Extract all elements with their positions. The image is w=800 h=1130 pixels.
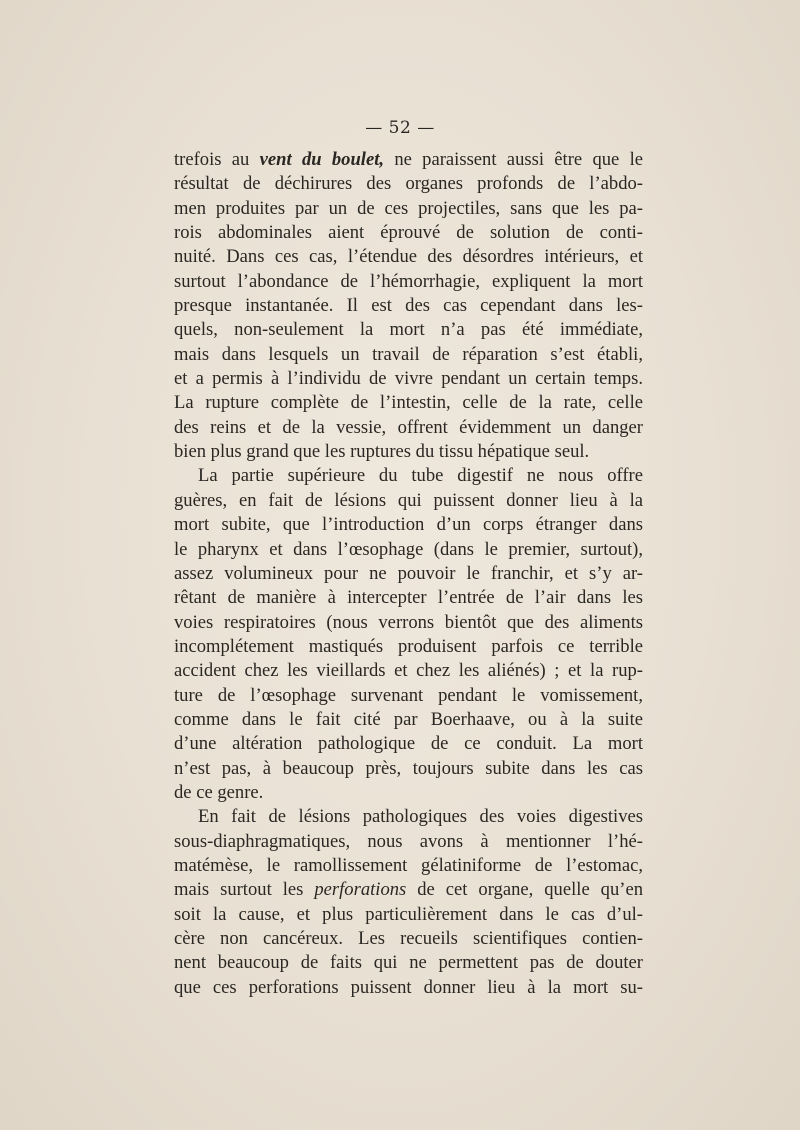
text-line-30: matémèse, le ramollissement gélatiniforme de l’estomac, xyxy=(174,854,643,876)
text-line-21: incomplétement mastiqués produisent parfois ce terrible xyxy=(174,635,643,657)
text-line-17: le pharynx et dans l’œsophage (dans le premier, surtout), xyxy=(174,538,643,560)
text-line-27: de ce genre. xyxy=(174,781,264,803)
text-segment: de cet organe, quelle qu’en xyxy=(406,879,643,901)
text-line-10: et a permis à l’individu de vivre pendant un certain temps. xyxy=(174,368,643,390)
text-line-28: En fait de lésions pathologiques des voies digestives xyxy=(198,806,643,828)
text-line-15: guères, en fait de lésions qui puissent donner lieu à la xyxy=(174,489,643,511)
text-line-5: nuité. Dans ces cas, l’étendue des désordres intérieurs, et xyxy=(174,246,643,268)
text-line-14: La partie supérieure du tube digestif ne nous offre xyxy=(198,465,643,487)
text-line-8: quels, non-seulement la mort n’a pas été immédiate, xyxy=(174,319,643,341)
text-segment: ne paraissent aussi être que le xyxy=(384,149,643,170)
text-line-31 xyxy=(174,878,643,902)
body-text xyxy=(174,148,643,1000)
text-line-20: voies respiratoires (nous verrons bientôt que des aliments xyxy=(174,611,643,633)
text-line-26: n’est pas, à beaucoup près, toujours subite dans les cas xyxy=(174,757,643,779)
text-line-1 xyxy=(174,148,643,172)
text-line-24: comme dans le fait cité par Boerhaave, ou à la suite xyxy=(174,708,643,730)
emphasis-text: vent du boulet, xyxy=(259,149,385,170)
text-line-34: nent beaucoup de faits qui ne permettent pas de douter xyxy=(174,952,643,974)
page-number: — 52 — xyxy=(365,118,435,138)
text-line-7: presque instantanée. Il est des cas cependant dans les- xyxy=(174,295,643,317)
text-line-6: surtout l’abondance de l’hémorrhagie, expliquent la mort xyxy=(174,270,643,292)
text-line-9: mais dans lesquels un travail de réparation s’est établi, xyxy=(174,343,643,365)
text-line-19: rêtant de manière à intercepter l’entrée de l’air dans les xyxy=(174,587,643,609)
text-line-2: résultat de déchirures des organes profonds de l’abdo- xyxy=(174,173,643,195)
text-line-23: ture de l’œsophage survenant pendant le vomissement, xyxy=(174,684,643,706)
text-line-33: cère non cancéreux. Les recueils scientifiques contien- xyxy=(174,928,643,949)
text-line-32: soit la cause, et plus particulièrement dans le cas d’ul- xyxy=(174,903,643,925)
text-line-29: sous-diaphragmatiques, nous avons à mentionner l’hé- xyxy=(174,830,643,852)
text-line-35: que ces perforations puissent donner lieu à la mort su- xyxy=(174,976,643,998)
text-line-22: accident chez les vieillards et chez les aliénés) ; et la rup- xyxy=(174,660,643,682)
text-line-18: assez volumineux pour ne pouvoir le franchir, et s’y ar- xyxy=(174,562,643,584)
emphasis-text: perforations xyxy=(314,879,407,901)
text-segment: mais surtout les xyxy=(174,879,315,901)
text-line-25: d’une altération pathologique de ce conduit. La mort xyxy=(174,733,643,755)
text-line-13: bien plus grand que les ruptures du tissu hépatique seul. xyxy=(174,441,590,463)
text-line-4: rois abdominales aient éprouvé de solution de conti- xyxy=(174,222,643,244)
text-line-12: des reins et de la vessie, offrent évidemment un danger xyxy=(174,416,643,438)
text-line-11: La rupture complète de l’intestin, celle de la rate, celle xyxy=(174,392,643,414)
text-segment: trefois au xyxy=(174,149,260,170)
text-line-16: mort subite, que l’introduction d’un corps étranger dans xyxy=(174,514,643,536)
text-line-3: men produites par un de ces projectiles, sans que les pa- xyxy=(174,197,643,219)
